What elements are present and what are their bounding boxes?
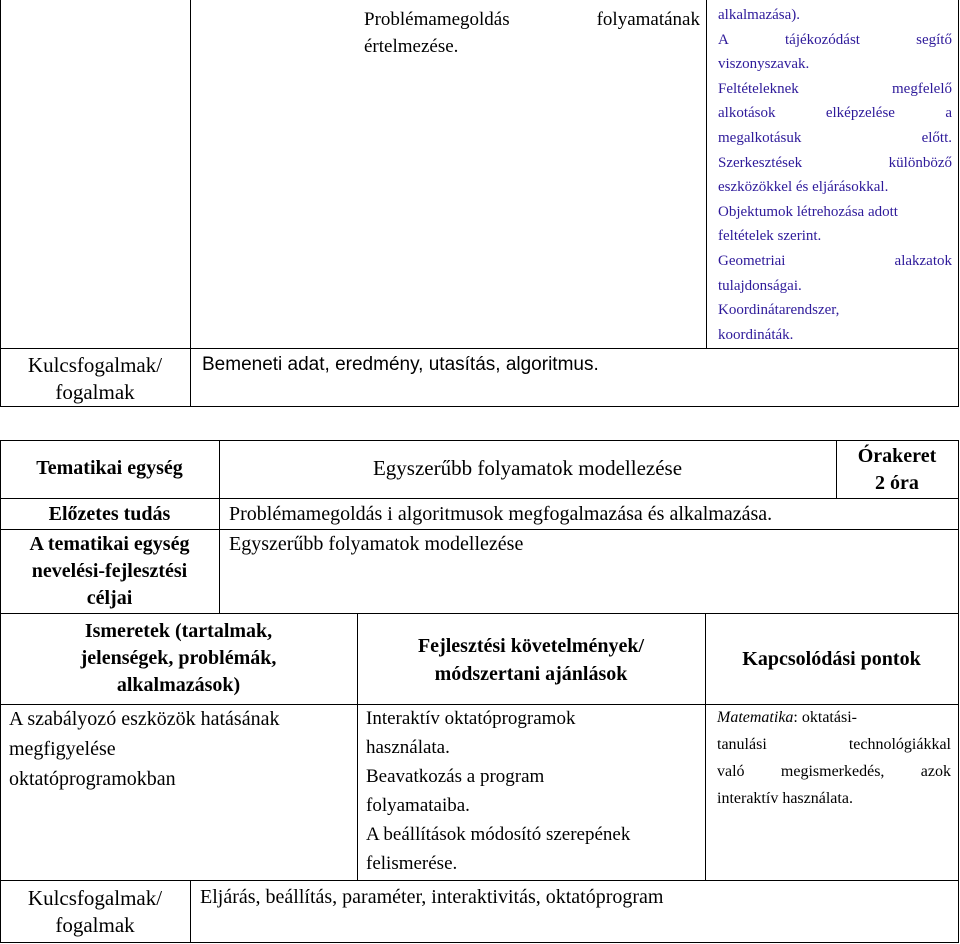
top-right-word: segítő (916, 31, 952, 48)
top-right-line (718, 151, 952, 176)
top-right-word: elképzelése (825, 105, 895, 122)
col2-body-3: Beavatkozás a program (366, 766, 545, 787)
top-right-word: alkotások (718, 105, 776, 122)
col1-header-2: jelenségek, problémák, (80, 647, 277, 669)
top-table-border-left (0, 0, 1, 407)
main-key-divider (190, 880, 191, 943)
col3-subject: Matematika (717, 709, 794, 726)
main-key-label (0, 885, 190, 939)
col3-body-line-2 (717, 731, 951, 758)
prior-text: Problémamegoldás i algoritmusok megfogalmazása és alkalmazása. (229, 503, 773, 525)
main-border-top (0, 440, 959, 441)
hours-cell (836, 443, 958, 497)
top-right-line (718, 249, 952, 274)
top-right-line (718, 323, 952, 348)
main-key-label-1: Kulcsfogalmak/ (27, 886, 163, 910)
top-right-word: Feltételeknek (718, 80, 799, 97)
top-table-row-divider (0, 348, 959, 349)
top-right-word: megalkotásuk (718, 129, 802, 146)
goals-label-3: céljai (86, 587, 133, 609)
top-right-word: Geometriai (718, 252, 786, 269)
top-right-word: a (945, 105, 952, 122)
main-border-bottom (0, 942, 959, 943)
main-row-divider-5 (0, 880, 959, 881)
top-left-word-2: folyamatának (596, 9, 700, 30)
top-key-label-2: fogalmak (55, 380, 135, 404)
top-table-border-right (958, 0, 959, 407)
main-border-right (958, 440, 959, 943)
col3-line3-word-1: való (717, 763, 745, 780)
top-right-word: A (718, 31, 729, 48)
col1-header-3: alkalmazások) (116, 674, 241, 696)
goals-label-1: A tematikai egység (29, 533, 190, 555)
top-key-label (0, 352, 190, 406)
goals-label-2: nevelési-fejlesztési (31, 560, 188, 582)
main-row-divider-2 (0, 529, 959, 530)
col2-header-1: Fejlesztési követelmények/ (417, 635, 645, 657)
top-left-cell-text (364, 6, 700, 60)
top-right-word: megfelelő (892, 80, 952, 97)
top-right-line (718, 200, 952, 225)
col3-line3-word-2: megismerkedés, (780, 763, 885, 780)
col2-body-4: folyamataiba. (366, 795, 470, 816)
top-right-line (718, 101, 952, 126)
main-row-divider-3 (0, 613, 959, 614)
top-right-line (718, 52, 952, 77)
top-right-word: viszonyszavak. (718, 56, 810, 73)
top-right-line (718, 224, 952, 249)
col2-body (366, 704, 630, 878)
col2-body-1: Interaktív oktatóprogramok (366, 708, 576, 729)
top-left-word-1: Problémamegoldás (364, 9, 510, 30)
col2-header (357, 632, 705, 688)
top-left-line-2: értelmezése. (364, 36, 459, 57)
top-table-divider-2 (706, 0, 707, 348)
col1-body-1: A szabályozó eszközök hatásának (9, 708, 280, 730)
top-right-line (718, 126, 952, 151)
col3-header: Kapcsolódási pontok (742, 648, 921, 670)
unit-label: Tematikai egység (36, 457, 183, 479)
goals-label (0, 531, 219, 612)
main-key-text: Eljárás, beállítás, paraméter, interaktivitás, oktatóprogram (200, 886, 664, 908)
hours-label: Órakeret (857, 445, 937, 467)
top-right-line (718, 77, 952, 102)
top-right-word: tulajdonságai. (718, 277, 802, 294)
col2-body-5: A beállítások módosító szerepének (366, 824, 631, 845)
top-key-label-1: Kulcsfogalmak/ (27, 353, 163, 377)
col1-header (0, 618, 357, 699)
unit-title: Egyszerűbb folyamatok modellezése (372, 456, 683, 480)
col1-body-2: megfigyelése (9, 738, 116, 760)
col2-body-6: felismerése. (366, 853, 458, 874)
goals-text: Egyszerűbb folyamatok modellezése (229, 533, 524, 555)
col3-body (717, 704, 951, 812)
top-right-word: koordináták. (718, 326, 794, 343)
top-right-line (718, 274, 952, 299)
main-key-label-2: fogalmak (55, 913, 135, 937)
hours-value: 2 óra (875, 472, 919, 494)
top-right-line (718, 28, 952, 53)
col3-line2-word-1: tanulási (717, 736, 767, 753)
top-right-line (718, 3, 952, 28)
top-right-line (718, 175, 952, 200)
top-table-divider-1 (190, 0, 191, 407)
top-right-cell-text (718, 3, 952, 347)
col2-header-2: módszertani ajánlások (434, 663, 628, 685)
prior-label: Előzetes tudás (48, 503, 171, 525)
col1-body (9, 704, 279, 794)
col3-body-line-4: interaktív használata. (717, 790, 853, 807)
col3-line1-rest: : oktatási- (793, 709, 857, 726)
top-right-word: alkalmazása). (718, 7, 801, 23)
top-right-line (718, 298, 952, 323)
top-right-word: feltételek szerint. (718, 228, 822, 245)
top-right-word: különböző (888, 154, 952, 171)
top-right-word: Objektumok létrehozása adott (718, 203, 898, 220)
col1-body-3: oktatóprogramokban (9, 768, 176, 790)
top-right-word: tájékozódást (785, 31, 860, 48)
col3-line3-word-3: azok (920, 763, 951, 780)
top-table-border-bottom (0, 406, 959, 407)
col3-body-line-3 (717, 758, 951, 785)
col3-body-line-1 (717, 704, 951, 731)
top-right-word: előtt. (921, 129, 952, 146)
col2-body-2: használata. (366, 737, 450, 758)
col1-header-1: Ismeretek (tartalmak, (84, 620, 273, 642)
top-right-word: Koordinátarendszer, (718, 302, 840, 319)
main-row-divider-1 (0, 498, 959, 499)
top-right-word: alakzatok (894, 252, 952, 269)
top-right-word: eszközökkel és eljárásokkal. (718, 179, 889, 196)
col3-line2-word-2: technológiákkal (848, 736, 951, 753)
top-right-word: Szerkesztések (718, 154, 803, 171)
top-key-text: Bemeneti adat, eredmény, utasítás, algoritmus. (202, 354, 599, 375)
